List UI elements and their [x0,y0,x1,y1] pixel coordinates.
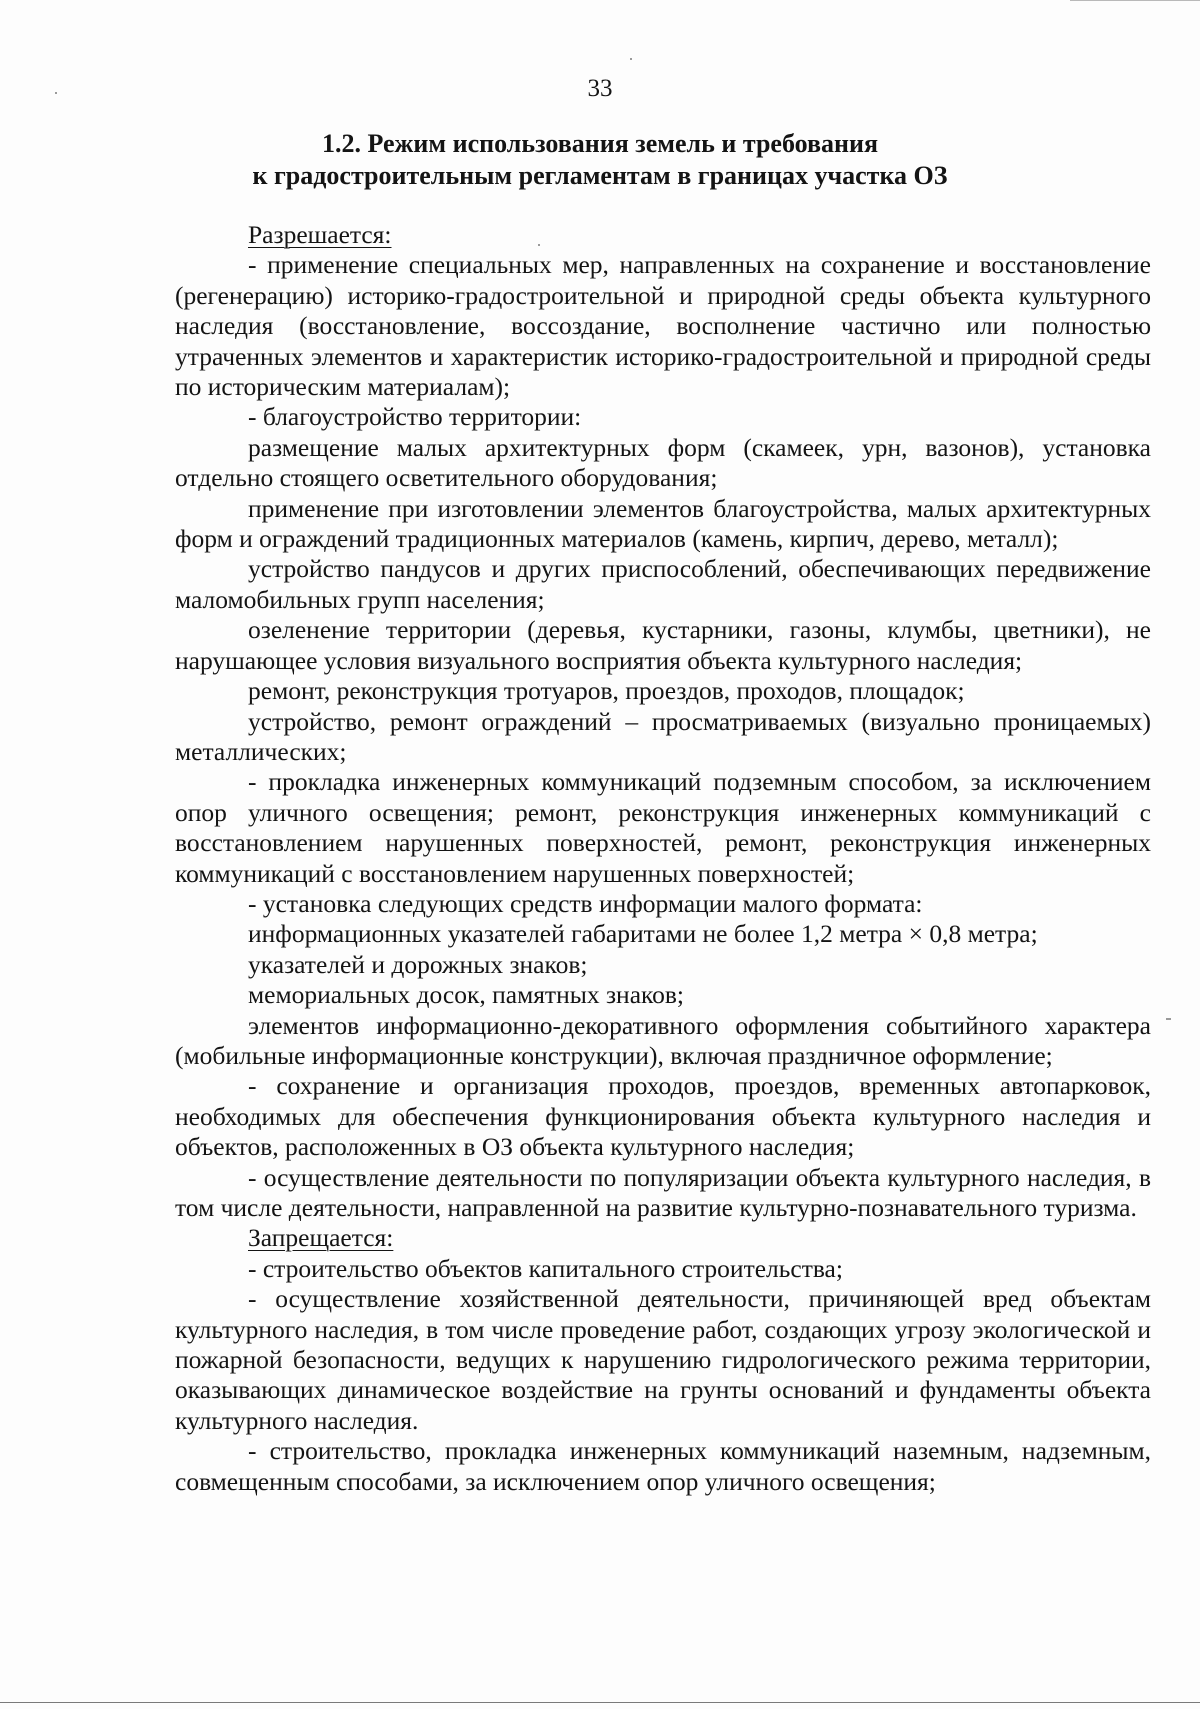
paragraph: мемориальных досок, памятных знаков; [248,980,684,1010]
paragraph: информационных указателей габаритами не более 1,2 метра × 0,8 метра; [248,919,1038,949]
paragraph: - осуществление хозяйственной деятельности, причиняющей вред объектам культурного наследия, в том числе проведение работ, создающих угрозу экологической и пожарной безопасности, ведущих к нарушению гидрологического режима территории, оказывающих динамическое воздействие на грунты оснований и фундаменты объекта культурного наследия. [175,1284,1151,1435]
section-heading [0,128,1200,192]
section-label [175,1223,1151,1253]
section-label-text: Запрещается: [248,1223,394,1253]
paragraph: - благоустройство территории: [248,402,582,432]
section-heading-line-2: к градостроительным регламентам в границах участка ОЗ [252,161,948,190]
page-number: 33 [587,75,613,102]
paragraph: - осуществление деятельности по популяризации объекта культурного наследия, в том числе деятельности, направленной на развитие культурно-познавательного туризма. [175,1162,1151,1222]
paragraph: указателей и дорожных знаков; [248,949,588,979]
paragraph: элементов информационно-декоративного оформления событийного характера (мобильные информационные конструкции), включая праздничное оформление; [175,1010,1151,1070]
paragraph: применение при изготовлении элементов благоустройства, малых архитектурных форм и ограждений традиционных материалов (камень, кирпич, дерево, металл); [175,493,1151,554]
section-label [175,220,1151,250]
body-text [175,220,1151,1497]
paragraph: - применение специальных мер, направленных на сохранение и восстановление (регенерацию) историко-градостроительной и природной среды объекта культурного наследия (восстановление, воссоздание, восполнение частично или полностью утраченных элементов и характеристик историко-градостроительной и природной среды по историческим материалам); [175,250,1151,402]
section-heading-line-1: 1.2. Режим использования земель и требования [321,129,879,158]
paragraph: устройство пандусов и других приспособлений, обеспечивающих передвижение маломобильных групп населения; [175,554,1151,614]
scan-edge-line [1070,0,1200,1]
paragraph: - строительство объектов капитального строительства; [248,1253,843,1283]
section-label-text: Разрешается: [248,220,392,249]
scan-speck [630,58,632,60]
paragraph: размещение малых архитектурных форм (скамеек, урн, вазонов), установка отдельно стоящего осветительного оборудования; [175,432,1151,493]
paragraph: - прокладка инженерных коммуникаций подземным способом, за исключением опор уличного освещения; ремонт, реконструкция инженерных коммуникаций с восстановлением нарушенных поверхностей, ремонт, реконструкция инженерных коммуникаций с восстановлением нарушенных поверхностей; [175,767,1151,888]
paragraph: - установка следующих средств информации малого формата: [248,888,923,918]
scan-speck [538,244,540,246]
paragraph: ремонт, реконструкция тротуаров, проездов, проходов, площадок; [248,676,965,706]
paragraph: - строительство, прокладка инженерных коммуникаций наземным, надземным, совмещенным способами, за исключением опор уличного освещения; [175,1436,1151,1496]
paragraph: - сохранение и организация проходов, проездов, временных автопарковок, необходимых для обеспечения функционирования объекта культурного наследия и объектов, расположенных в ОЗ объекта культурного наследия; [175,1071,1151,1162]
scan-speck [55,92,57,94]
scan-bottom-edge [0,1702,1200,1703]
paragraph: озеленение территории (деревья, кустарники, газоны, клумбы, цветники), не нарушающее условия визуального восприятия объекта культурного наследия; [175,615,1151,675]
paragraph: устройство, ремонт ограждений – просматриваемых (визуально проницаемых) металлических; [175,706,1151,766]
scan-speck [1166,1018,1171,1020]
